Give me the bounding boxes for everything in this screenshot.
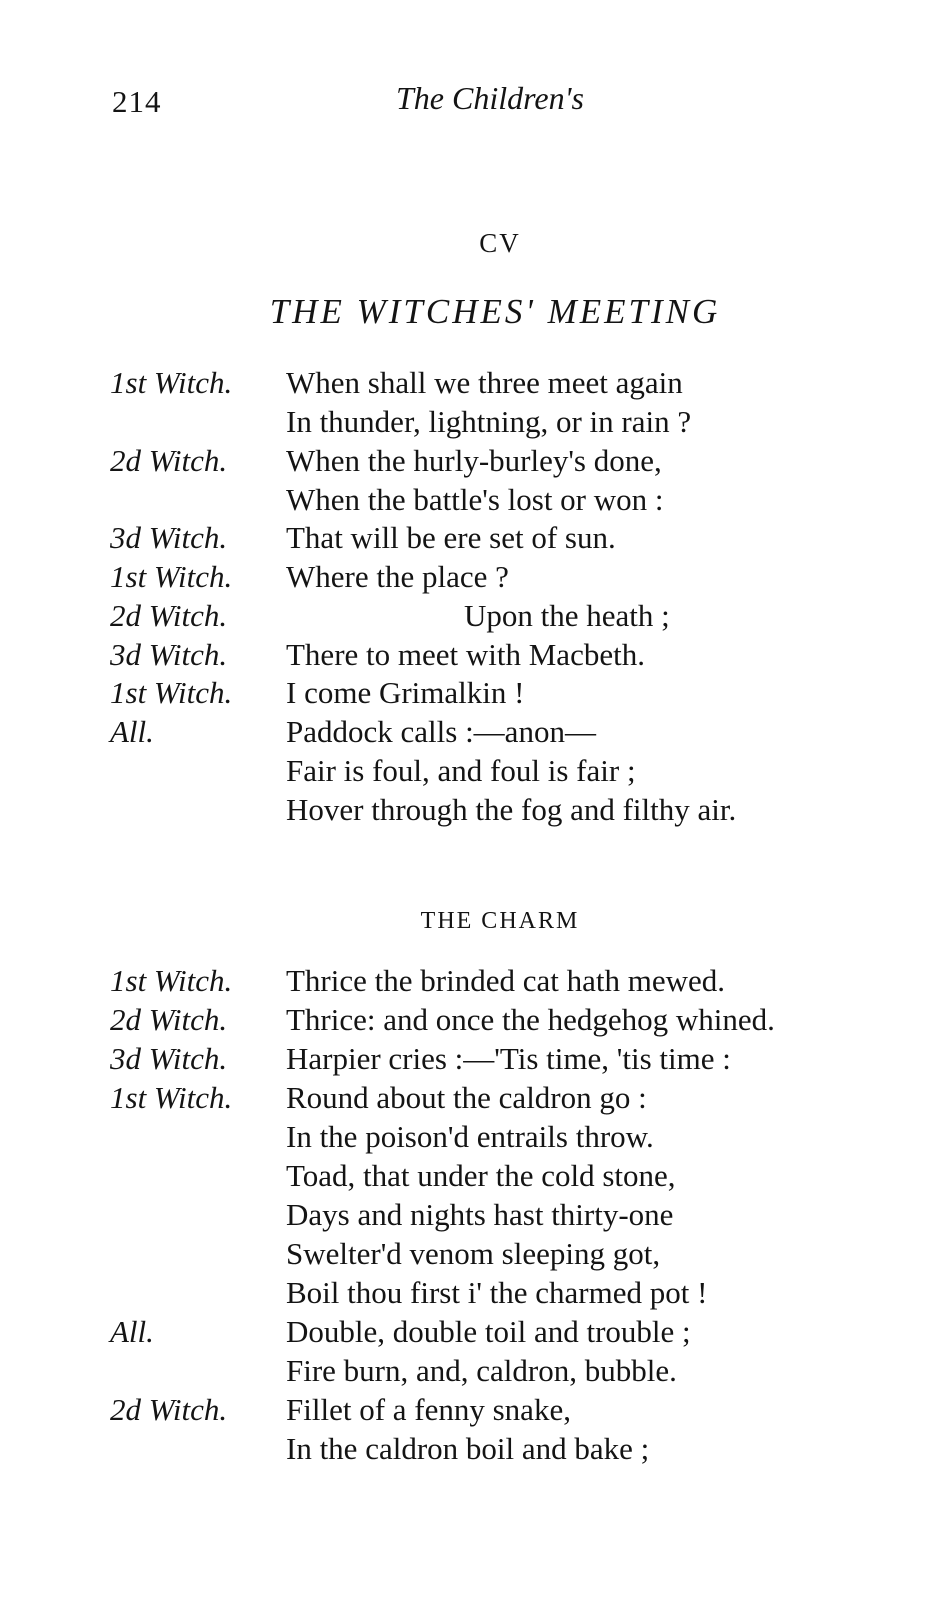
verse-text: That will be ere set of sun. <box>286 520 616 555</box>
verse-text: Fair is foul, and foul is fair ; <box>286 753 636 788</box>
verse-text: Harpier cries :—'Tis time, 'tis time : <box>286 1041 731 1076</box>
verse-text: Fillet of a fenny snake, <box>286 1392 571 1427</box>
verse-text: Thrice: and once the hedgehog whined. <box>286 1002 775 1037</box>
verse-text: Where the place ? <box>286 559 509 594</box>
verse-text: I come Grimalkin ! <box>286 675 525 710</box>
speaker-label: 1st Witch. <box>110 675 233 710</box>
verse-text: When the battle's lost or won : <box>286 482 664 517</box>
speaker-label: 1st Witch. <box>110 365 233 400</box>
speaker-label: 1st Witch. <box>110 963 233 998</box>
verse-text: Toad, that under the cold stone, <box>286 1158 676 1193</box>
running-head: The Children's <box>396 80 584 116</box>
speaker-label: 2d Witch. <box>110 1392 228 1427</box>
speaker-label: 3d Witch. <box>110 637 228 672</box>
speaker-label: All. <box>110 1314 154 1349</box>
verse-text: Swelter'd venom sleeping got, <box>286 1236 661 1271</box>
section-number: CV <box>479 228 521 258</box>
speaker-label: 2d Witch. <box>110 598 228 633</box>
verse-text: Hover through the fog and filthy air. <box>286 792 737 827</box>
verse-text: Paddock calls :—anon— <box>286 714 596 749</box>
verse-text: Fire burn, and, caldron, bubble. <box>286 1353 677 1388</box>
verse-text: Thrice the brinded cat hath mewed. <box>286 963 725 998</box>
verse-text: When shall we three meet again <box>286 365 683 400</box>
speaker-label: 2d Witch. <box>110 443 228 478</box>
verse-text: There to meet with Macbeth. <box>286 637 645 672</box>
verse-text: Upon the heath ; <box>464 598 670 633</box>
charm-title: THE CHARM <box>420 908 580 934</box>
verse-text: Double, double toil and trouble ; <box>286 1314 691 1349</box>
verse-text: Boil thou first i' the charmed pot ! <box>286 1275 708 1310</box>
verse-text: In the caldron boil and bake ; <box>286 1431 650 1466</box>
speaker-label: 3d Witch. <box>110 1041 228 1076</box>
verse-text: In thunder, lightning, or in rain ? <box>286 404 692 439</box>
speaker-label: 3d Witch. <box>110 520 228 555</box>
verse-text: When the hurly-burley's done, <box>286 443 662 478</box>
speaker-label: 2d Witch. <box>110 1002 228 1037</box>
page-number: 214 <box>112 84 162 119</box>
verse-text: Round about the caldron go : <box>286 1080 647 1115</box>
poem-title: THE WITCHES' MEETING <box>269 292 721 331</box>
verse-text: Days and nights hast thirty-one <box>286 1197 674 1232</box>
speaker-label: 1st Witch. <box>110 559 233 594</box>
speaker-label: All. <box>110 714 154 749</box>
speaker-label: 1st Witch. <box>110 1080 233 1115</box>
verse-text: In the poison'd entrails throw. <box>286 1119 654 1154</box>
